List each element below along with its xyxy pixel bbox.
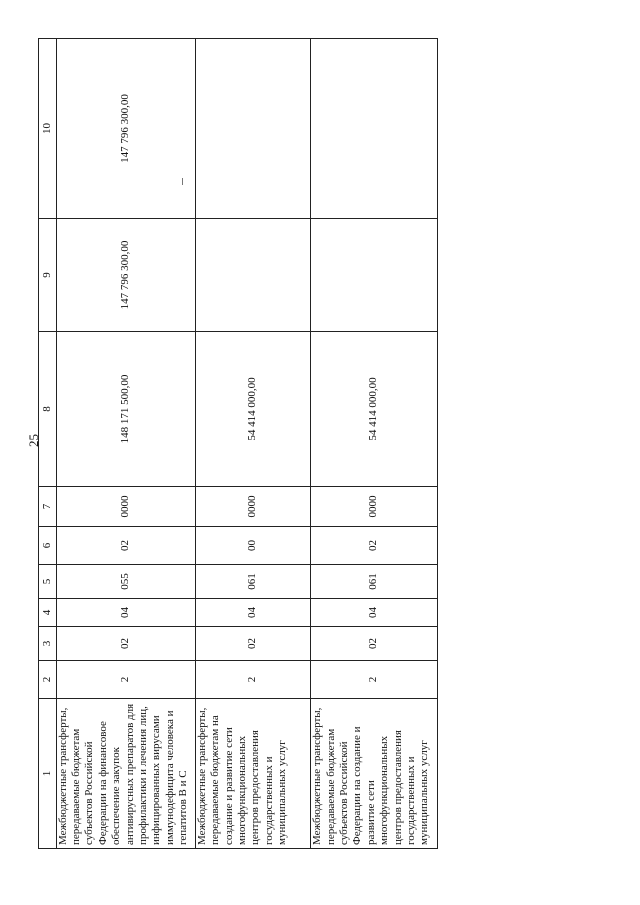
cell-c7: 0000 xyxy=(311,487,438,527)
cell-c2: 2 xyxy=(195,661,310,699)
cell-c3: 02 xyxy=(311,627,438,661)
cell-c5: 055 xyxy=(56,565,195,599)
col-header-4: 4 xyxy=(39,599,57,627)
table-row xyxy=(195,39,310,849)
cell-c2: 2 xyxy=(311,661,438,699)
col-header-5: 5 xyxy=(39,565,57,599)
cell-amount-10: 147 796 300,00 xyxy=(56,39,195,219)
col-header-8: 8 xyxy=(39,332,57,487)
cell-c4: 04 xyxy=(195,599,310,627)
header-row xyxy=(39,39,57,849)
cell-amount-10 xyxy=(311,39,438,219)
cell-c3: 02 xyxy=(195,627,310,661)
cell-c3: 02 xyxy=(56,627,195,661)
cell-amount-9: 147 796 300,00 xyxy=(56,219,195,332)
budget-table xyxy=(38,38,438,849)
cell-amount-9 xyxy=(195,219,310,332)
cell-c4: 04 xyxy=(311,599,438,627)
table-row xyxy=(311,39,438,849)
row-name: Межбюджетные трансферты, передаваемые бюджетам на создание и развитие сети многофункциональных центров предоставления государственных и муниципальных услуг xyxy=(195,699,310,849)
cell-c6: 00 xyxy=(195,527,310,565)
cell-amount-9 xyxy=(311,219,438,332)
cell-c7: 0000 xyxy=(195,487,310,527)
cell-amount-8: 54 414 000,00 xyxy=(195,332,310,487)
col-header-10: 10 xyxy=(39,39,57,219)
cell-c2: 2 xyxy=(56,661,195,699)
col-header-2: 2 xyxy=(39,661,57,699)
cell-amount-8: 54 414 000,00 xyxy=(311,332,438,487)
row-name: Межбюджетные трансферты, передаваемые бюджетам субъектов Российской Федерации на финансовое обеспечение закупок антивирусных препаратов для профилактики и лечения лиц, инфицированных вирусами иммунодефицита человека и гепатитов В и С xyxy=(56,699,195,849)
table-row xyxy=(56,39,195,849)
row-name: Межбюджетные трансферты, передаваемые бюджетам субъектов Российской Федерации на создание и развитие сети многофункциональных центров предоставления государственных и муниципальных услуг xyxy=(311,699,438,849)
col-header-6: 6 xyxy=(39,527,57,565)
cell-amount-8: 148 171 500,00 xyxy=(56,332,195,487)
page-number: 25 xyxy=(26,434,41,447)
col-header-3: 3 xyxy=(39,627,57,661)
col-header-7: 7 xyxy=(39,487,57,527)
cell-amount-10 xyxy=(195,39,310,219)
cell-c6: 02 xyxy=(56,527,195,565)
col-header-9: 9 xyxy=(39,219,57,332)
cell-c5: 061 xyxy=(195,565,310,599)
cell-c4: 04 xyxy=(56,599,195,627)
cell-c7: 0000 xyxy=(56,487,195,527)
cell-c6: 02 xyxy=(311,527,438,565)
cell-c5: 061 xyxy=(311,565,438,599)
col-header-1: 1 xyxy=(39,699,57,849)
